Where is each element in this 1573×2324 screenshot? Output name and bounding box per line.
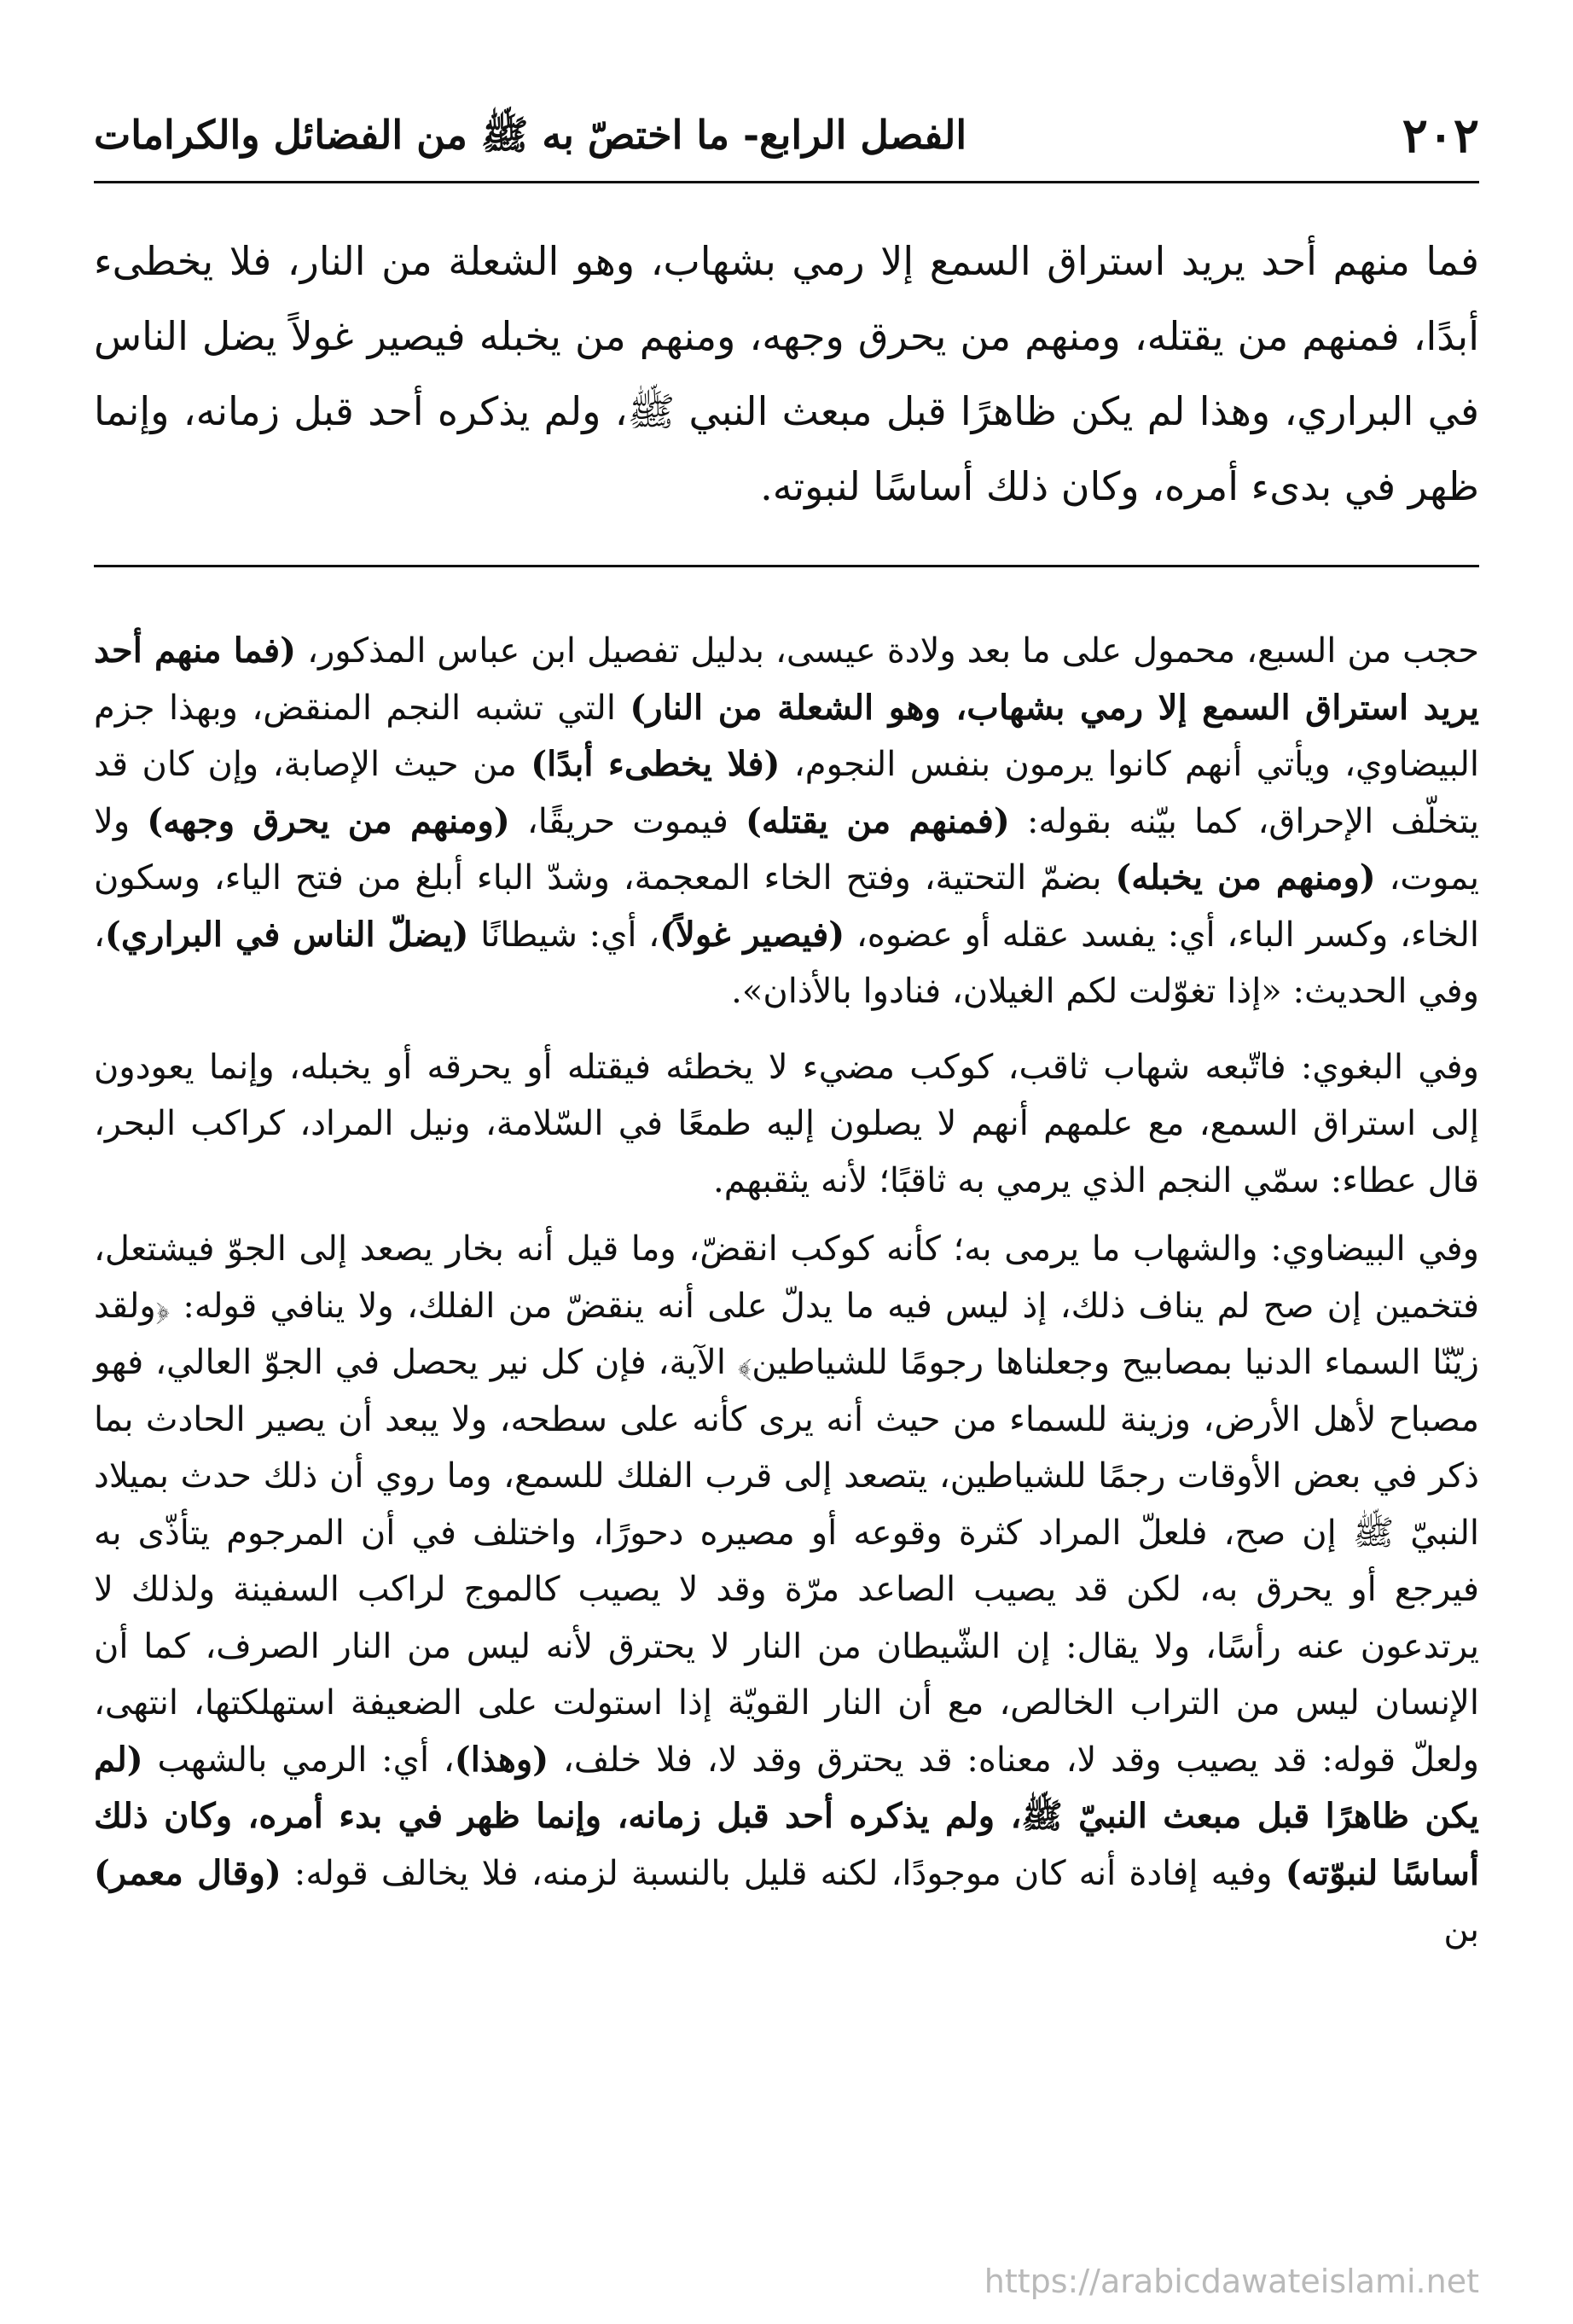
commentary-paragraph-2: وفي البغوي: فاتّبعه شهاب ثاقب، كوكب مضيء لا يخطئه فيقتله أو يحرقه أو يخبله، وإنما يعودون إلى استراق السمع، مع علمهم أنهم لا يصلون إليه طمعًا في السّلامة، ونيل المراد، كراكب البحر، قال عطاء: سمّي النجم الذي يرمي به ثاقبًا؛ لأنه يثقبهم. — [94, 1047, 1479, 1200]
header-rule — [94, 181, 1479, 183]
quoted-matn: (وهذا) — [454, 1739, 549, 1780]
quoted-matn: (ومنهم من يخبله) — [1115, 857, 1376, 898]
quoted-matn: (فمنهم من يقتله) — [745, 800, 1010, 841]
commentary-text: بضمّ التحتية، وفتح الخاء المعجمة، وشدّ الباء أبلغ من فتح الياء، وسكون الخاء، وكسر الباء، أي: يفسد عقله أو عضوه، — [94, 858, 1480, 955]
quoted-matn: (وقال معمر) — [94, 1852, 282, 1893]
commentary-paragraph-1 — [94, 623, 1479, 1020]
commentary-text: فيموت حريقًا، — [509, 801, 746, 841]
quoted-matn: (فما منهم أحد يريد استراق السمع إلا رمي بشهاب، وهو الشعلة من النار) — [94, 630, 1479, 728]
main-text — [94, 224, 1479, 524]
commentary-text: ، أي: شيطانًا — [468, 915, 660, 955]
commentary-text: حجب من السبع، محمول على ما بعد ولادة عيسى، بدليل تفصيل ابن عباس المذكور، — [296, 631, 1479, 671]
commentary — [94, 623, 1479, 1959]
quoted-matn: (فيصير غولاً) — [659, 914, 845, 955]
main-paragraph: فما منهم أحد يريد استراق السمع إلا رمي بشهاب، وهو الشعلة من النار، فلا يخطىء أبدًا، فمنهم من يقتله، ومنهم من يحرق وجهه، ومنهم من يخبله فيصير غولاً يضل الناس في البراري، وهذا لم يكن ظاهرًا قبل مبعث النبي ﷺ، ولم يذكره أحد قبل زمانه، وإنما ظهر في بدىء أمره، وكان ذلك أساسًا لنبوته. — [94, 238, 1479, 509]
commentary-text: وفي البيضاوي: والشهاب ما يرمى به؛ كأنه كوكب انقضّ، وما قيل أنه بخار يصعد إلى الجوّ فيشتعل، فتخمين إن صح لم يناف ذلك، إذ ليس فيه ما يدلّ على أنه ينقضّ من الفلك، ولا ينافي قوله: ﴿ولقد زيّنّا السماء الدنيا بمصابيح وجعلناها رجومًا للشياطين﴾ الآية، فإن كل نير يحصل في الجوّ العالي، فهو مصباح لأهل الأرض، وزينة للسماء من حيث أنه يرى كأنه على سطحه، ولا يبعد أن يصير الحادث بما ذكر في بعض الأوقات رجمًا للشياطين، يتصعد إلى قرب الفلك للسمع، وما روي أن ذلك حدث بميلاد النبيّ ﷺ إن صح، فلعلّ المراد كثرة وقوعه أو مصيره دحورًا، واختلف في أن المرجوم يتأذّى به فيرجع أو يحرق به، لكن قد يصيب الصاعد مرّة وقد لا يصيب كالموج لراكب السفينة ولذلك لا يرتدعون عنه رأسًا، ولا يقال: إن الشّيطان من النار لا يحترق لأنه ليس من النار الصرف، كما أن الإنسان ليس من التراب الخالص، مع أن النار القويّة إذا استولت على الضعيفة استهلكتها، انتهى، ولعلّ قوله: قد يصيب وقد لا، معناه: قد يحترق وقد لا، فلا خلف، — [94, 1229, 1479, 1780]
watermark-url: https://arabicdawateislami.net — [984, 2263, 1479, 2300]
commentary-text: ، وفي الحديث: «إذا تغوّلت لكم الغيلان، فنادوا بالأذان». — [94, 915, 1479, 1011]
commentary-paragraph-3 — [94, 1221, 1479, 1959]
quoted-matn: (لم يكن ظاهرًا قبل مبعث النبيّ ﷺ، ولم يذكره أحد قبل زمانه، وإنما ظهر في بدء أمره، وكان ذلك أساسًا لنبوّته) — [94, 1739, 1480, 1893]
commentary-text: من حيث الإصابة، وإن كان قد يتخلّف الإحراق، كما بيّنه بقوله: — [94, 745, 1480, 841]
quoted-matn: (ومنهم من يحرق وجهه) — [147, 800, 510, 841]
quoted-matn: (يضلّ الناس في البراري) — [104, 914, 469, 955]
commentary-text: ، أي: الرمي بالشهب — [142, 1740, 455, 1780]
footnote-separator — [94, 565, 1479, 567]
running-title: الفصل الرابع- ما اختصّ به ﷺ من الفضائل والكرامات — [94, 112, 967, 158]
commentary-text: بن — [1443, 1910, 1479, 1949]
page-number: ٢٠٢ — [1402, 107, 1479, 164]
commentary-text: ولا يموت، — [94, 801, 1479, 898]
commentary-text: وفيه إفادة أنه كان موجودًا، لكنه قليل بالنسبة لزمنه، فلا يخالف قوله: — [281, 1853, 1286, 1893]
page-header — [94, 102, 1479, 171]
quoted-matn: (فلا يخطىء أبدًا) — [531, 744, 781, 784]
commentary-text: التي تشبه النجم المنقض، وبهذا جزم البيضاوي، ويأتي أنهم كانوا يرمون بنفس النجوم، — [94, 688, 1479, 784]
